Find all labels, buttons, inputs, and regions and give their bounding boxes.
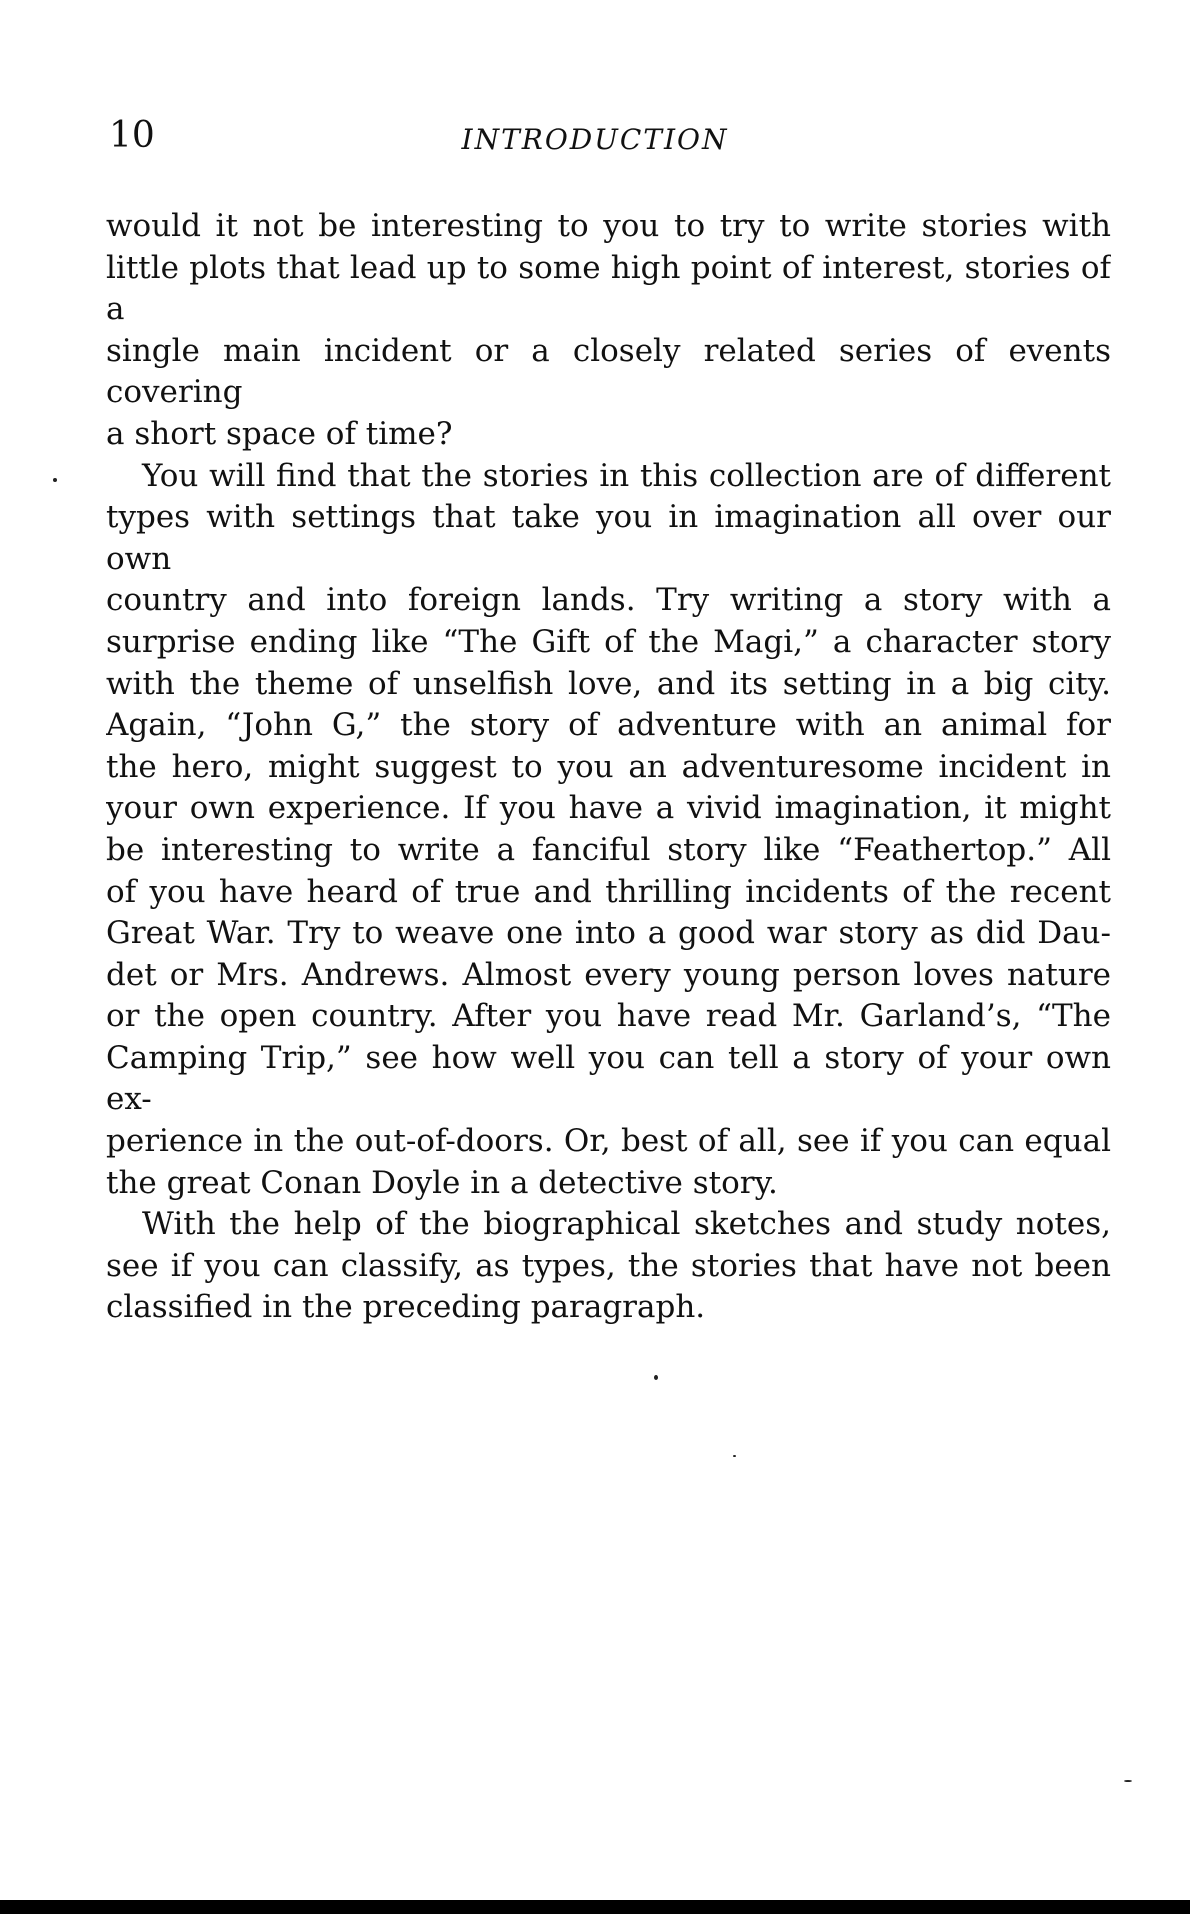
scan-speck	[1124, 1780, 1132, 1782]
page-number: 10	[109, 115, 155, 156]
paragraph-3	[106, 1204, 1111, 1329]
paragraph-2	[106, 456, 1111, 1205]
scan-speck	[733, 1455, 736, 1457]
text-line: a short space of time?	[106, 415, 453, 452]
text-line: classified in the preceding paragraph.	[106, 1289, 706, 1326]
text-line: Again, “John G,” the story of adventure with an animal for	[106, 707, 1111, 744]
paragraph-1	[106, 206, 1111, 456]
text-line: see if you can classify, as types, the stories that have not been	[106, 1247, 1111, 1284]
body-text	[106, 206, 1111, 1329]
text-line: your own experience. If you have a vivid imagination, it might	[106, 790, 1111, 827]
text-line: surprise ending like “The Gift of the Magi,” a character story	[106, 623, 1111, 660]
scan-speck	[53, 478, 57, 482]
text-line: would it not be interesting to you to try to write stories with	[106, 208, 1111, 244]
text-line: perience in the out-of-doors. Or, best of all, see if you can equal	[106, 1123, 1111, 1160]
text-line: With the help of the biographical sketches and study notes,	[142, 1206, 1111, 1243]
text-line: the hero, might suggest to you an adventuresome incident in	[106, 748, 1111, 785]
text-line: single main incident or a closely related series of events covering	[106, 332, 1111, 411]
bottom-edge-bar	[0, 1900, 1190, 1914]
scan-speck	[654, 1375, 658, 1380]
text-line: the great Conan Doyle in a detective story.	[106, 1164, 778, 1201]
text-line: be interesting to write a fanciful story like “Feathertop.” All	[106, 831, 1111, 868]
running-head: INTRODUCTION	[461, 123, 729, 156]
text-line: little plots that lead up to some high point of interest, stories of a	[106, 249, 1111, 328]
text-line: types with settings that take you in imagination all over our own	[106, 499, 1111, 577]
text-line: with the theme of unselfish love, and its setting in a big city.	[106, 665, 1111, 702]
text-line: Camping Trip,” see how well you can tell a story of your own ex-	[106, 1039, 1111, 1118]
text-line: Great War. Try to weave one into a good war story as did Dau-	[106, 915, 1111, 952]
text-line: You will find that the stories in this collection are of different	[142, 457, 1111, 494]
text-line: country and into foreign lands. Try writing a story with a	[106, 582, 1111, 619]
text-line: or the open country. After you have read Mr. Garland’s, “The	[106, 998, 1111, 1035]
text-line: det or Mrs. Andrews. Almost every young person loves nature	[106, 956, 1111, 993]
text-line: of you have heard of true and thrilling incidents of the recent	[106, 873, 1111, 910]
